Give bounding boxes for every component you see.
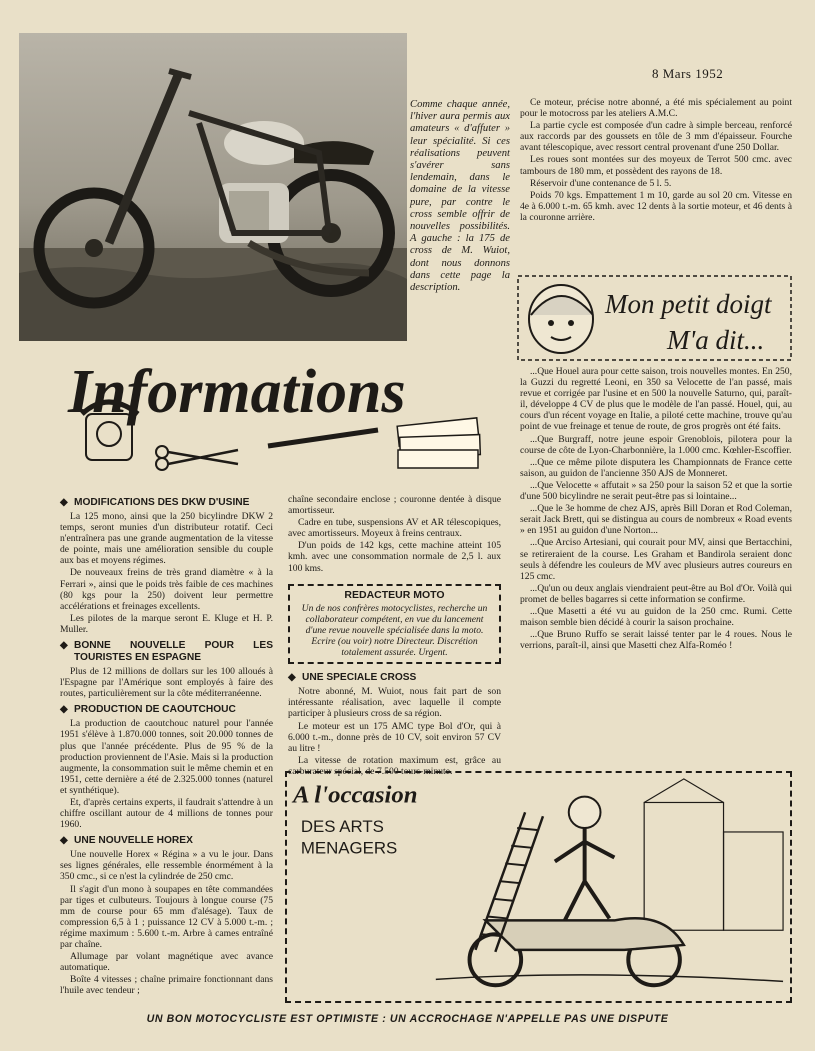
informations-banner: [38, 352, 508, 482]
diamond-bullet-icon: ◆: [60, 704, 68, 716]
classified-ad-box: [288, 584, 501, 665]
banner-illustration: [38, 352, 508, 482]
paragraph: Notre abonné, M. Wuiot, nous fait part de son intéressante réalisation, avec laquelle il compte participer à plusieurs cross de sa région.: [288, 686, 501, 720]
gossip-item: ...Que Houel aura pour cette saison, trois nouvelles montes. En 250, la Guzzi du regretté Leoni, en 350 sa Velocette de l'an passé, mais revue et corrigée par l'usine et en 500 la nouvelle Saturno, qui, paraît-il, développe 4 CV de plus que le modèle de l'an passé. Houel, qui, au cours d'un récent voyage en Italie, a piloté cette machine, trouve qu'au point de vue freinage et tenue de route, de gros progrès ont été faits.: [520, 366, 792, 433]
section-heading: ◆ PRODUCTION DE CAOUTCHOUC: [60, 704, 236, 716]
paragraph: chaîne secondaire enclose ; couronne dentée à disque amortisseur.: [288, 494, 501, 517]
middle-column: [288, 494, 501, 778]
paragraph: Une nouvelle Horex « Régina » a vu le jour. Dans ses lignes générales, elle ressemble énormément à la 350 cmc., si ce n'est la cylindrée de 250 cmc.: [60, 849, 273, 883]
diamond-bullet-icon: ◆: [60, 835, 68, 847]
section-heading: ◆ UNE SPECIALE CROSS: [288, 672, 417, 684]
paragraph: Le moteur est un 175 AMC type Bol d'Or, qui à 6.000 t.-m., donne près de 10 CV, soit environ 57 CV au litre !: [288, 720, 501, 754]
gossip-item: ...Que le 3e homme de chez AJS, après Bill Doran et Rod Coleman, serait Jack Brett, qui se distingua au cours de nombreux « Road events » en 1951 au guidon d'une Norton...: [520, 503, 792, 537]
paragraph: Réservoir d'une contenance de 5 l. 5.: [530, 177, 672, 189]
gossip-item: ...Que Masetti a été vu au guidon de la 250 cmc. Rumi. Cette maison semble bien décidé à courir la saison prochaine.: [520, 605, 792, 629]
gossip-item: ...Qu'un ou deux anglais viendraient peut-être au Bol d'Or. Voilà qui promet de belles bagarres si cette information se confirme.: [520, 582, 792, 605]
right-column-top: [520, 97, 792, 224]
motorcycle-photo: [19, 33, 407, 341]
diamond-bullet-icon: ◆: [60, 497, 68, 508]
issue-date: 8 Mars 1952: [652, 66, 724, 81]
paragraph: Allumage par volant magnétique avec avance automatique.: [60, 951, 273, 974]
paragraph: D'un poids de 142 kgs, cette machine atteint 105 kmh. avec une consommation normale de 2,5 l. aux 100 kms.: [288, 540, 501, 574]
banner-title: Informations: [68, 358, 406, 426]
motorcycle-illustration: [19, 33, 407, 341]
gossip-item: ...Que ce même pilote disputera les Championnats de France cette saison, au guidon de l'ancienne 350 AJS de Monneret.: [520, 456, 792, 479]
paragraph: Plus de 12 millions de dollars sur les 100 alloués à l'Espagne par l'Amérique sont employés à faire des routes, particulièrement sur la côte méditerranéenne.: [60, 666, 273, 700]
paragraph: La partie cycle est composée d'un cadre à simple berceau, renforcé aux raccords par des goussets en tôle de 3 mm d'épaisseur. Fourche avant télescopique, avec ressort central provenant d'une 250 Dollar.: [520, 120, 792, 154]
paragraph: Boîte 4 vitesses ; chaîne primaire fonctionnant dans l'huile avec tendeur ;: [60, 974, 273, 997]
paragraph: Et, d'après certains experts, il faudrait s'attendre à un chiffre oscillant autour de 4 millions de tonnes pour 1960.: [60, 796, 273, 831]
ad-title: A l'occasion: [292, 781, 418, 809]
paragraph: Les pilotes de la marque seront E. Kluge et H. P. Muller.: [60, 612, 273, 635]
paragraph: De nouveaux freins de très grand diamètre « à la Ferrari », ainsi que le poids très faible de ces machines (80 kgs pour la 250) doivent leur permettre accélérations et freinages excellents.: [60, 567, 273, 612]
ad-line3: MENAGERS: [300, 838, 398, 858]
gossip-item: ...Que Burgraff, notre jeune espoir Grenoblois, pilotera pour la course de côte de Lyon-Charbonnière, la 1.000 cmc. Kœhler-Escoffier.: [520, 433, 792, 456]
gossip-item: ...Que Bruno Ruffo se serait laissé tenter par le 4 roues. Nous le verrions, paraît-il, ainsi que Masetti chez Alfa-Roméo !: [520, 629, 792, 652]
paragraph: La vitesse de rotation maximum est, grâce au carburateur spécial, de 7.500 tours-minute.: [288, 754, 501, 777]
paragraph: Les roues sont montées sur des moyeux de Terrot 500 cmc. avec tambours de 180 mm, et possèdent des rayons de 18.: [520, 154, 792, 177]
paragraph: Poids 70 kgs. Empattement 1 m 10, garde au sol 20 cm. Vitesse en 4e à 6.000 t.-m. 65 kmh. avec 12 dents à la sortie moteur, et 46 dents à la couronne arrière.: [520, 189, 792, 223]
section-heading: ◆ BONNE NOUVELLE POUR LES TOURISTES EN ESPAGNE: [60, 640, 273, 664]
left-column: [60, 492, 273, 997]
classified-ad-title: REDACTEUR MOTO: [344, 588, 445, 601]
paragraph: Ce moteur, précise notre abonné, a été mis spécialement au point pour le motocross par les ateliers A.M.C.: [520, 97, 792, 120]
gossip-title-line1: Mon petit doigt: [605, 289, 772, 319]
gossip-item: ...Que Arciso Artesiani, qui courait pour MV, ainsi que Bertacchini, se retireraient de la course. Les Graham et Bandirola seraient donc seuls à défendre les couleurs de MV avec plusieurs autres coureurs en 125 cmc.: [520, 537, 792, 582]
arts-menagers-ad: [285, 771, 792, 1003]
right-column-gossip: [520, 366, 792, 652]
classified-ad-text: Un de nos confrères motocyclistes, recherche un collaborateur compétent, en vue du lancement d'une revue nouvelle spécialisée dans la moto. Ecrire (ou voir) notre Directeur. Discrétion totalement assurée. Urgent.: [301, 602, 488, 659]
section-heading: ◆ UNE NOUVELLE HOREX: [60, 835, 193, 847]
paragraph: La 125 mono, ainsi que la 250 bicylindre DKW 2 temps, seront munies d'un distributeur rotatif. Ceci n'entraînera pas une grande augmentation de la vitesse de pointe, mais une amélioration sensible du couple aux bas et moyens régimes.: [60, 511, 273, 567]
diamond-bullet-icon: ◆: [288, 672, 296, 684]
gossip-header-illustration: [517, 275, 792, 361]
gossip-item: ...Que Velocette « affutait » sa 250 pour la saison 52 et que la sortie d'une 500 bicylindre ne serait peut-être pas si lointaine...: [520, 479, 792, 503]
paragraph: Il s'agit d'un mono à soupapes en tête commandées par tiges et culbuteurs. Toujours à longue course (75 mm de course pour 65 mm d'alésage). Taux de compression 6,5 à 1 ; puissance 12 CV à 5.000 t.-m. ; régime maximum : 5.600 t.-m. Arbre à cames entraîné par chaîne.: [60, 883, 273, 950]
gossip-title-line2: M'a dit...: [667, 325, 765, 355]
gossip-column-header: [517, 275, 792, 361]
ad-line2: DES ARTS: [300, 817, 384, 836]
paragraph: Cadre en tube, suspensions AV et AR télescopiques, avec amortisseurs. Moyeux à freins centraux.: [288, 517, 501, 540]
diamond-bullet-icon: ◆: [60, 640, 68, 652]
paragraph: La production de caoutchouc naturel pour l'année 1951 s'élève à 1.870.000 tonnes, soit 20.000 tonnes de plus que l'année précédente. Plus de 95 % de la production proviennent de l'Asie. Mais si la production augmente, la consommation suit le même chemin et en 1951, cette dernière a été de 2.325.000 tonnes (naturel et synthétique).: [60, 718, 273, 796]
photo-caption: Comme chaque année, l'hiver aura permis aux amateurs « d'affuter » leur spécialité. Si ces réalisations peuvent s'avérer sans lendemain, dans le domaine de la vitesse pure, par contre le cross semble offrir de nouvelles possibilités. A gauche : la 175 de cross de M. Wuiot, dont nous donnons dans cette page la description.: [410, 99, 510, 294]
page-footer: UN BON MOTOCYCLISTE EST OPTIMISTE : UN ACCROCHAGE N'APPELLE PAS UNE DISPUTE: [146, 1013, 669, 1025]
section-heading: ◆ MODIFICATIONS DES DKW D'USINE: [60, 497, 250, 508]
scooter-illustration: [287, 773, 790, 1001]
